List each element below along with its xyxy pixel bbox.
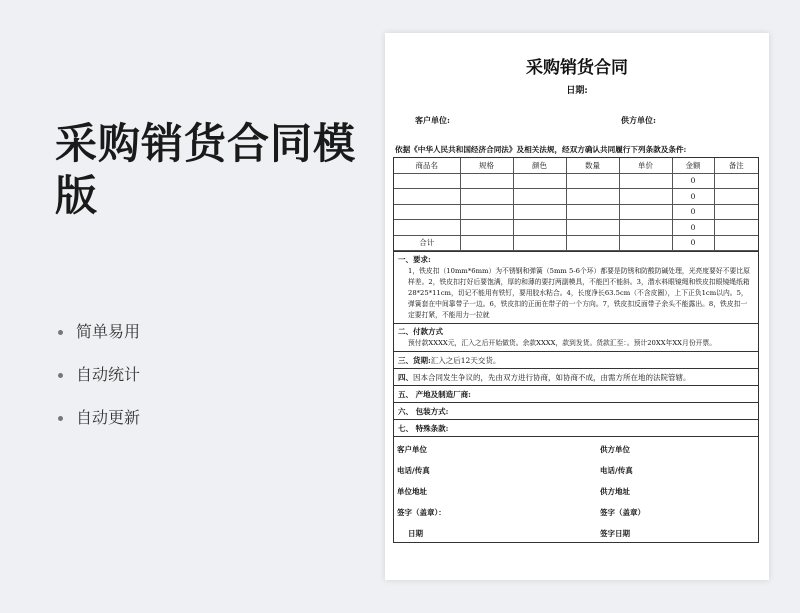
dispute-section: [394, 368, 758, 385]
requirements-heading: 一、要求:: [398, 255, 431, 264]
table-cell[interactable]: [619, 189, 672, 205]
column-header: 数量: [566, 158, 619, 173]
table-cell[interactable]: [619, 220, 672, 236]
dispute-text: 因本合同发生争议的，先由双方进行协商，如协商不成，由需方所在地的法院管辖。: [413, 373, 691, 382]
table-cell[interactable]: [460, 173, 513, 189]
table-cell[interactable]: [619, 204, 672, 220]
customer-unit-label: 客户单位:: [415, 115, 450, 125]
table-cell[interactable]: [394, 173, 460, 189]
packing-heading: 六、 包装方式:: [398, 407, 449, 416]
special-terms-section: [394, 419, 758, 436]
table-cell[interactable]: [566, 189, 619, 205]
table-cell[interactable]: [714, 220, 758, 236]
table-cell[interactable]: [619, 173, 672, 189]
payment-section: [394, 323, 758, 351]
unit-address-field: 单位地址: [397, 487, 427, 496]
total-row: [394, 235, 758, 251]
goods-table: [394, 158, 758, 251]
total-label: 合计: [394, 235, 460, 251]
table-cell[interactable]: [394, 189, 460, 205]
table-header-row: [394, 158, 758, 173]
feature-item: 自动统计: [58, 353, 140, 396]
contract-title: 采购销货合同: [526, 58, 628, 78]
amount-cell: 0: [672, 220, 714, 236]
table-cell[interactable]: [714, 189, 758, 205]
delivery-section: [394, 351, 758, 368]
column-header: 金额: [672, 158, 714, 173]
table-cell: [714, 235, 758, 251]
signature-block: [394, 436, 758, 542]
supplier-unit-label: 供方单位:: [621, 115, 656, 125]
supplier-unit-field: 供方单位: [600, 445, 630, 454]
signature-field: 签字（盖章）：: [397, 508, 446, 517]
delivery-text: 汇入之后12天交货。: [430, 356, 501, 365]
dispute-heading: 四、: [398, 373, 413, 382]
table-cell[interactable]: [566, 204, 619, 220]
producer-section: [394, 385, 758, 402]
promo-title: 采购销货合同模版: [55, 119, 357, 220]
table-cell[interactable]: [394, 220, 460, 236]
table-cell[interactable]: [566, 220, 619, 236]
signature-field: 签字（盖章）: [600, 508, 645, 517]
table-cell[interactable]: [460, 204, 513, 220]
requirements-section: [394, 251, 758, 323]
legal-basis: 依据《中华人民共和国经济合同法》及相关法规，经双方确认共同履行下列条款及条件:: [395, 145, 687, 154]
table-cell[interactable]: [513, 173, 566, 189]
table-cell[interactable]: [460, 220, 513, 236]
feature-item: 简单易用: [58, 310, 140, 353]
table-row: [394, 204, 758, 220]
date-label: 日期:: [566, 86, 588, 96]
table-cell: [460, 235, 513, 251]
table-cell: [513, 235, 566, 251]
table-cell[interactable]: [513, 220, 566, 236]
column-header: 商品名: [394, 158, 460, 173]
feature-list: [58, 310, 140, 439]
packing-section: [394, 402, 758, 419]
date-field: 日期: [408, 529, 423, 538]
total-amount: 0: [672, 235, 714, 251]
phone-fax-field: 电话/传真: [600, 466, 633, 475]
table-cell[interactable]: [513, 189, 566, 205]
table-cell[interactable]: [566, 173, 619, 189]
special-terms-heading: 七、 特殊条款:: [398, 424, 449, 433]
contract-frame: [393, 157, 759, 543]
table-cell[interactable]: [460, 189, 513, 205]
customer-unit-field: 客户单位: [397, 445, 427, 454]
column-header: 规格: [460, 158, 513, 173]
payment-heading: 二、付款方式: [398, 327, 443, 336]
producer-heading: 五、 产地及制造厂商:: [398, 390, 471, 399]
table-cell[interactable]: [714, 204, 758, 220]
sign-date-field: 签字日期: [600, 529, 630, 538]
amount-cell: 0: [672, 173, 714, 189]
payment-text: 预付款XXXX元，汇入之后开始做货。余款XXXX，款到发货。货款汇至：。预计20XX年XX月份开票。: [408, 339, 717, 347]
table-cell[interactable]: [714, 173, 758, 189]
table-cell[interactable]: [513, 204, 566, 220]
table-cell: [619, 235, 672, 251]
delivery-heading: 三、货期:: [398, 356, 431, 365]
column-header: 备注: [714, 158, 758, 173]
amount-cell: 0: [672, 204, 714, 220]
feature-item: 自动更新: [58, 396, 140, 439]
column-header: 颜色: [513, 158, 566, 173]
table-cell: [566, 235, 619, 251]
column-header: 单价: [619, 158, 672, 173]
table-row: [394, 220, 758, 236]
table-cell[interactable]: [394, 204, 460, 220]
requirements-text: 1，铁皮扣（10mm*6mm）为不锈钢和弹簧（5mm 5-6个环）都要是防锈和防酸防碱处理，光亮度要好不要比原样差。2，铁皮扣打好后要饱满，厚的和薄的要打两副模具，不能凹不能斜。3，潜水料眼镜绳和铁皮扣眼镜绳纸箱28*25*11cm，切记不能用有铁钉，要用胶水粘合。4，长度净长63.5cm（不含皮圈），上下正负1cm以内。5，弹簧套在中间靠带子一边。6，铁皮扣的正面在带子的一个方向。7，铁皮扣反面带子余头不能露出。8，铁皮扣一定要打紧，不能用力一拉就: [408, 267, 750, 319]
supplier-address-field: 供方地址: [600, 487, 630, 496]
phone-fax-field: 电话/传真: [397, 466, 430, 475]
table-row: [394, 173, 758, 189]
contract-page: [385, 33, 769, 580]
amount-cell: 0: [672, 189, 714, 205]
table-row: [394, 189, 758, 205]
